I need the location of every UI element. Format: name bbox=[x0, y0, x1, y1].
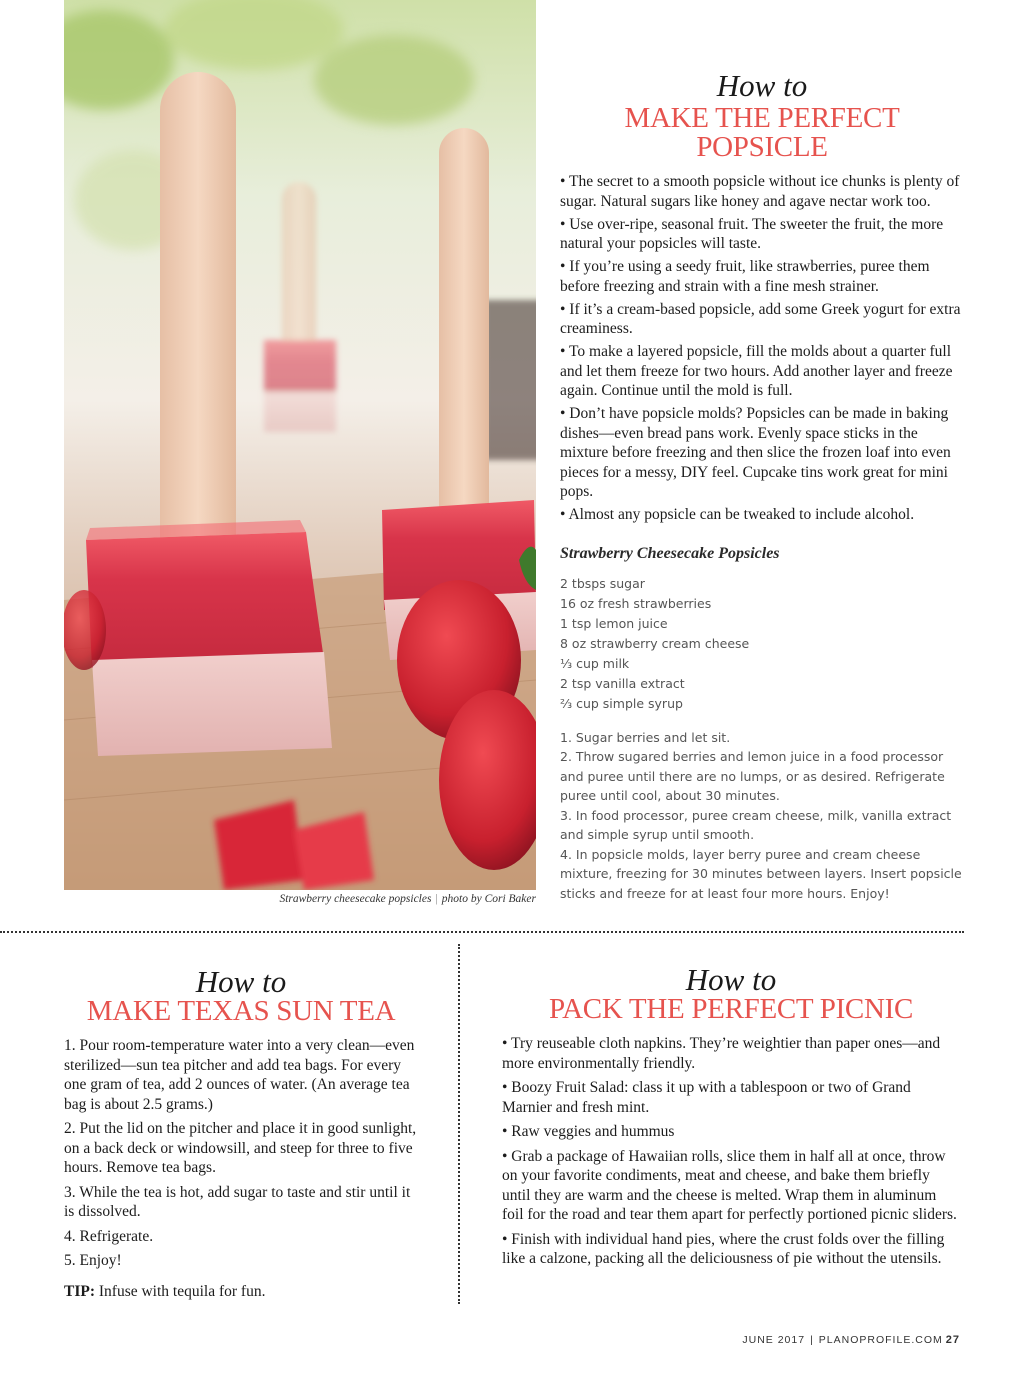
horizontal-divider bbox=[0, 931, 964, 933]
suntea-article bbox=[64, 966, 418, 1301]
popsicle-headline-line1: MAKE THE PERFECT bbox=[624, 102, 900, 134]
caption-text: Strawberry cheesecake popsicles bbox=[279, 893, 432, 905]
page-footer bbox=[742, 1334, 960, 1346]
tip: • The secret to a smooth popsicle without ice chunks is plenty of sugar. Natural sugars like honey and agave nectar work too. bbox=[560, 173, 960, 210]
ingredient: ⅔ cup simple syrup bbox=[560, 695, 683, 711]
picnic-tip: • Raw veggies and hummus bbox=[502, 1123, 675, 1140]
caption-separator: | bbox=[435, 893, 438, 905]
tip: • If you’re using a seedy fruit, like strawberries, puree them before freezing and strain with a fine mesh strainer. bbox=[560, 258, 930, 295]
popsicle-headline-line2: POPSICLE bbox=[696, 131, 828, 163]
tip: • If it’s a cream-based popsicle, add some Greek yogurt for extra creaminess. bbox=[560, 300, 961, 337]
tip: • Almost any popsicle can be tweaked to include alcohol. bbox=[560, 506, 915, 523]
issue-date: JUNE 2017 bbox=[742, 1334, 806, 1346]
suntea-tip bbox=[64, 1283, 418, 1301]
suntea-step: 2. Put the lid on the pitcher and place it in good sunlight, on a back deck or windowsill, and steep for three to five hours. Remove tea bags. bbox=[64, 1120, 417, 1176]
picnic-tip: • Grab a package of Hawaiian rolls, slice them in half all at once, throw on your favorite condiments, meat and cheese, and bake them briefly until they are warm and the cheese is melted. Wrap them in aluminum foil for the road and tear them apart for perfectly portioned picnic sliders. bbox=[502, 1147, 957, 1223]
ingredient: 1 tsp lemon juice bbox=[560, 615, 668, 631]
recipe-steps bbox=[560, 728, 964, 904]
picnic-howto: How to bbox=[685, 962, 777, 997]
tip: • Use over-ripe, seasonal fruit. The sweeter the fruit, the more natural your popsicles will taste. bbox=[560, 215, 944, 252]
recipe-step: 4. In popsicle molds, layer berry puree and cream cheese mixture, freezing for 30 minutes between layers. Insert popsicle sticks and freeze for at least four more hours. Enjoy! bbox=[560, 846, 962, 901]
popsicle-tips bbox=[560, 172, 964, 525]
ingredient: 16 oz fresh strawberries bbox=[560, 595, 712, 611]
ingredient: 2 tbsps sugar bbox=[560, 575, 645, 591]
tip-text: Infuse with tequila for fun. bbox=[95, 1282, 266, 1300]
popsicle-article bbox=[560, 70, 964, 903]
tip: • To make a layered popsicle, fill the molds about a quarter full and let them freeze for two hours. Add another layer and freeze again. Continue until the mold is full. bbox=[560, 343, 953, 399]
ingredient-list bbox=[560, 574, 964, 714]
suntea-step: 1. Pour room-temperature water into a very clean—even sterilized—sun tea pitcher and add tea bags. For every one gram of tea, add 2 ounces of water. (An average tea bag is about 2.5 grams.) bbox=[64, 1037, 415, 1113]
photo-caption bbox=[64, 893, 536, 905]
recipe-step: 2. Throw sugared berries and lemon juice in a food processor and puree until there are no lumps, or as desired. Refrigerate puree until cool, about 30 minutes. bbox=[560, 749, 945, 803]
footer-separator: | bbox=[810, 1334, 814, 1346]
suntea-howto: How to bbox=[195, 964, 287, 999]
picnic-tips bbox=[502, 1034, 960, 1269]
recipe-title: Strawberry Cheesecake Popsicles bbox=[560, 544, 780, 562]
page-number: 27 bbox=[945, 1334, 960, 1346]
suntea-step: 3. While the tea is hot, add sugar to taste and stir until it is dissolved. bbox=[64, 1183, 411, 1220]
ingredient: ⅓ cup milk bbox=[560, 655, 630, 671]
popsicle-howto: How to bbox=[716, 68, 808, 103]
suntea-step: 5. Enjoy! bbox=[64, 1252, 122, 1269]
picnic-article bbox=[502, 964, 960, 1274]
popsicle-photo bbox=[64, 0, 536, 890]
tip: • Don’t have popsicle molds? Popsicles can be made in baking dishes—even bread pans work. Evenly space sticks in the mixture before freezing and then slice the frozen loaf into even pieces for a messy, DIY feel. Cupcake tins work great for mini pops. bbox=[560, 405, 951, 500]
popsicle-illustration bbox=[64, 0, 536, 890]
tip-label: TIP: bbox=[64, 1282, 95, 1300]
picnic-tip: • Finish with individual hand pies, where the crust folds over the filling like a calzone, packing all the deliciousness of pie without the utensils. bbox=[502, 1230, 945, 1267]
site-name: PLANOPROFILE.COM bbox=[818, 1334, 943, 1346]
ingredient: 8 oz strawberry cream cheese bbox=[560, 635, 750, 651]
photo-credit: photo by Cori Baker bbox=[441, 893, 536, 905]
recipe-step: 3. In food processor, puree cream cheese, milk, vanilla extract and simple syrup until smooth. bbox=[560, 807, 952, 842]
recipe-step: 1. Sugar berries and let sit. bbox=[560, 729, 731, 745]
suntea-headline: MAKE TEXAS SUN TEA bbox=[86, 995, 396, 1027]
picnic-tip: • Try reuseable cloth napkins. They’re weightier than paper ones—and more environmentally friendly. bbox=[502, 1035, 941, 1072]
suntea-steps bbox=[64, 1036, 418, 1271]
ingredient: 2 tsp vanilla extract bbox=[560, 675, 685, 691]
picnic-tip: • Boozy Fruit Salad: class it up with a tablespoon or two of Grand Marnier and fresh mint. bbox=[502, 1079, 911, 1116]
vertical-divider bbox=[458, 944, 460, 1304]
suntea-step: 4. Refrigerate. bbox=[64, 1227, 154, 1245]
picnic-headline: PACK THE PERFECT PICNIC bbox=[548, 993, 914, 1025]
